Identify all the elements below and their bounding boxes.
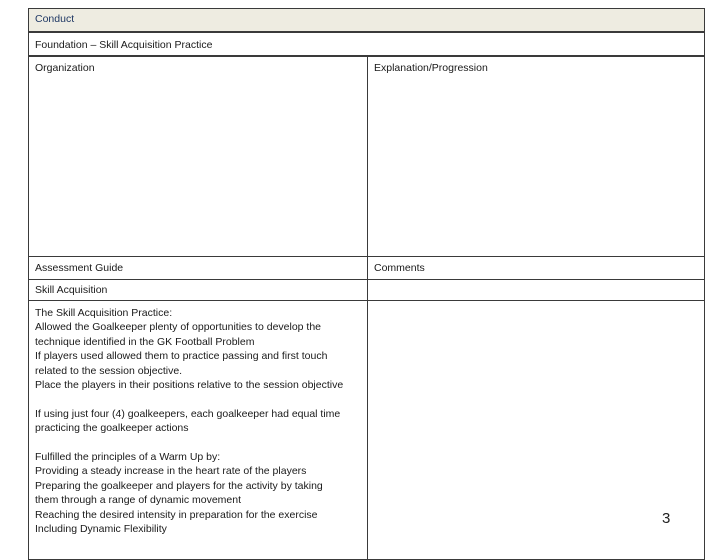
header-subtitle-cell [28, 32, 705, 56]
text-line: If players used allowed them to practice passing and first touch [35, 350, 328, 363]
header-title: Conduct [35, 13, 75, 25]
text-line: The Skill Acquisition Practice: [35, 307, 173, 319]
page-number: 3 [662, 510, 671, 527]
skill-paragraph-3 [35, 450, 361, 536]
text-line: Reaching the desired intensity in preparation for the exercise [35, 508, 318, 521]
text-line: Place the players in their positions relative to the session objective [35, 379, 344, 392]
explanation-cell [367, 56, 705, 257]
assessment-label: Assessment Guide [35, 262, 124, 274]
organization-label: Organization [35, 62, 95, 74]
text-line: Providing a steady increase in the heart rate of the players [35, 465, 307, 478]
text-line: Preparing the goalkeeper and players for the activity by taking [35, 479, 323, 492]
comments-cell [367, 256, 705, 280]
skill-comments-cell [367, 300, 705, 560]
header-title-cell [28, 8, 705, 32]
skill-heading: Skill Acquisition [35, 284, 108, 296]
text-line: Including Dynamic Flexibility [35, 523, 167, 536]
skill-paragraph-2 [35, 407, 361, 436]
text-line: related to the session objective. [35, 364, 183, 377]
text-line: technique identified in the GK Football Problem [35, 335, 255, 348]
comments-label: Comments [374, 262, 425, 274]
skill-text-cell [28, 300, 368, 560]
organization-cell [28, 56, 368, 257]
text-line: Fulfilled the principles of a Warm Up by: [35, 451, 221, 464]
text-line: If using just four (4) goalkeepers, each goalkeeper had equal time [35, 407, 341, 420]
header-subtitle: Foundation – Skill Acquisition Practice [35, 39, 213, 51]
text-line: practicing the goalkeeper actions [35, 422, 189, 435]
explanation-label: Explanation/Progression [374, 62, 488, 74]
skill-heading-cell [28, 279, 368, 301]
session-plan-sheet [28, 8, 705, 548]
text-line: them through a range of dynamic movement [35, 494, 242, 507]
skill-heading-right-cell [367, 279, 705, 301]
skill-paragraph-1 [35, 306, 361, 392]
text-line: Allowed the Goalkeeper plenty of opportunities to develop the [35, 321, 322, 334]
assessment-cell [28, 256, 368, 280]
